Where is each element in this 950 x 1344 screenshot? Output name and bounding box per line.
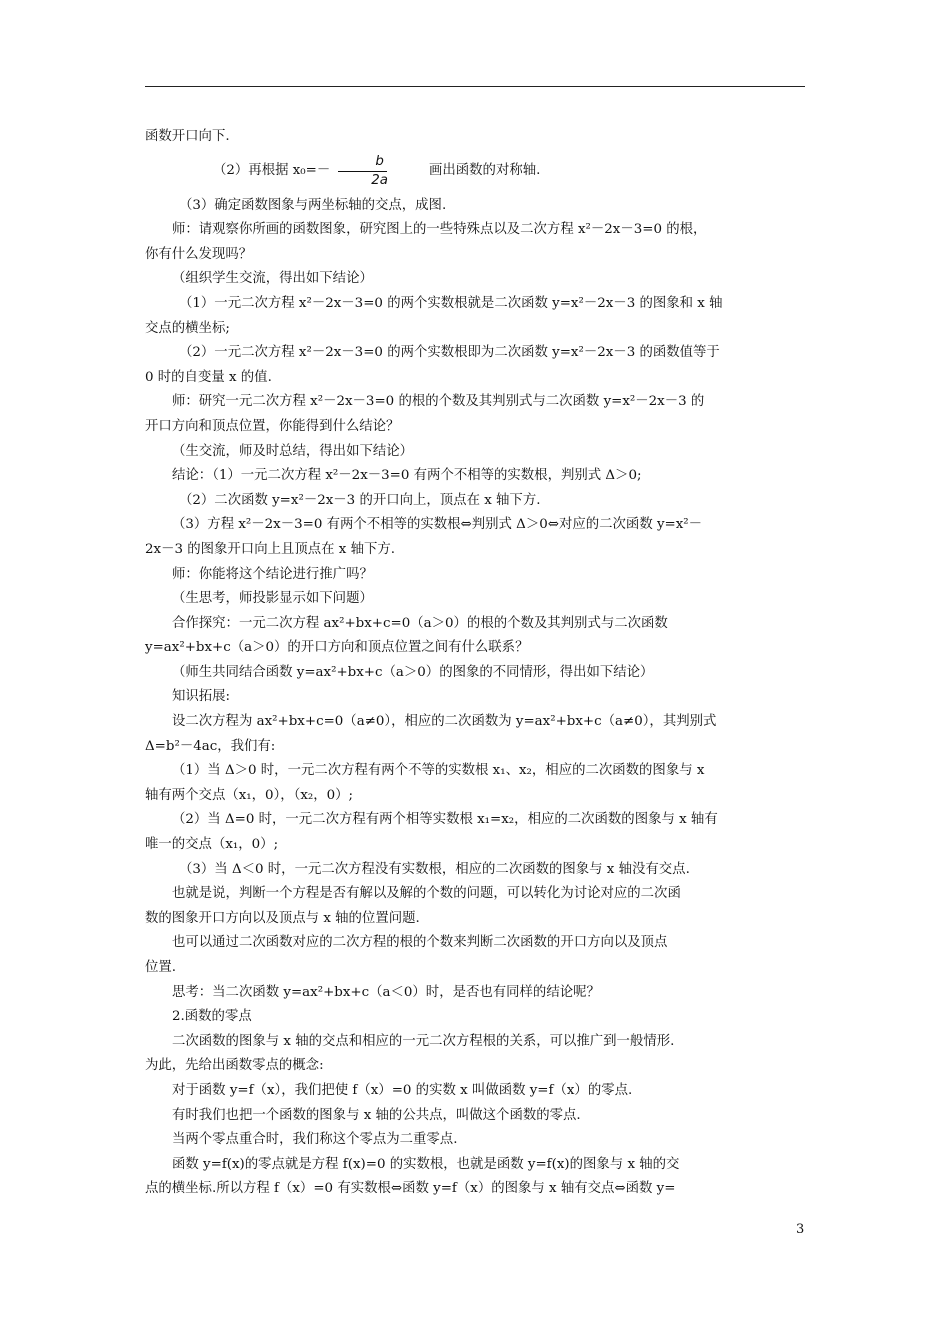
text-line: 结论：（1）一元二次方程 x²－2x－3=0 有两个不相等的实数根，判别式 Δ＞0;	[172, 468, 642, 484]
text-line: （3）方程 x²－2x－3=0 有两个不相等的实数根⇔判别式 Δ＞0⇔对应的二次函数 y=x²－	[172, 517, 703, 533]
text-line: 二次函数的图象与 x 轴的交点和相应的一元二次方程根的关系，可以推广到一般情形.	[172, 1033, 675, 1049]
text-line: （生交流，师及时总结，得出如下结论）	[172, 443, 414, 459]
text-line: 为此，先给出函数零点的概念:	[145, 1058, 324, 1074]
section-heading: 2.函数的零点	[172, 1009, 252, 1025]
text-line: 思考：当二次函数 y=ax²+bx+c（a＜0）时，是否也有同样的结论呢？	[172, 984, 600, 1000]
text-line: 函数开口向下.	[145, 129, 230, 144]
document-body	[145, 125, 807, 1202]
formula-suffix: 画出函数的对称轴.	[429, 163, 541, 179]
text-line: 也可以通过二次函数对应的二次方程的根的个数来判断二次函数的开口方向以及顶点	[172, 935, 668, 951]
text-line: （2）一元二次方程 x²－2x－3=0 的两个实数根即为二次函数 y=x²－2x－3 的函数值等于	[179, 345, 720, 361]
text-line: 知识拓展:	[172, 689, 231, 705]
text-line: （2）二次函数 y=x²－2x－3 的开口向上，顶点在 x 轴下方.	[179, 492, 541, 508]
text-line: Δ=b²－4ac，我们有:	[145, 738, 276, 754]
text-line: （生思考，师投影显示如下问题）	[172, 591, 373, 607]
text-line: 师：研究一元二次方程 x²－2x－3=0 的根的个数及其判别式与二次函数 y=x²－2x－3 的	[172, 394, 705, 410]
text-line: 函数 y=f(x)的零点就是方程 f(x)=0 的实数根，也就是函数 y=f(x)的图象与 x 轴的交	[172, 1156, 680, 1172]
text-line: 设二次方程为 ax²+bx+c=0（a≠0），相应的二次函数为 y=ax²+bx+c（a≠0），其判别式	[172, 714, 717, 730]
page-number: 3	[796, 1222, 805, 1237]
text-line: （2）当 Δ=0 时，一元二次方程有两个相等实数根 x₁=x₂，相应的二次函数的图象与 x 轴有	[172, 812, 718, 828]
header-rule	[145, 86, 805, 87]
text-line: 师：请观察你所画的函数图象，研究图上的一些特殊点以及二次方程 x²－2x－3=0 的根，	[172, 222, 707, 238]
text-line: 位置.	[145, 960, 177, 975]
text-line: （组织学生交流，得出如下结论）	[172, 271, 373, 287]
text-line: 也就是说，判断一个方程是否有解以及解的个数的问题，可以转化为讨论对应的二次函	[172, 886, 681, 902]
formula-prefix: （2）再根据 x₀=－	[213, 163, 331, 179]
text-line: 交点的横坐标;	[145, 320, 230, 336]
text-line: 2x－3 的图象开口向上且顶点在 x 轴下方.	[145, 541, 396, 557]
text-line: （3）确定函数图象与两坐标轴的交点，成图.	[179, 197, 447, 213]
text-line: 0 时的自变量 x 的值.	[145, 369, 272, 385]
formula-line	[145, 150, 807, 194]
text-line: 数的图象开口方向以及顶点与 x 轴的位置问题.	[145, 910, 420, 926]
text-line: 开口方向和顶点位置，你能得到什么结论？	[145, 418, 400, 434]
text-line: y=ax²+bx+c（a＞0）的开口方向和顶点位置之间有什么联系？	[145, 640, 529, 656]
fraction-numerator: b	[338, 153, 387, 172]
text-line: （3）当 Δ＜0 时，一元二次方程没有实数根，相应的二次函数的图象与 x 轴没有交点.	[179, 861, 690, 877]
text-line: 合作探究：一元二次方程 ax²+bx+c=0（a＞0）的根的个数及其判别式与二次函数	[172, 615, 668, 631]
fraction	[334, 153, 391, 190]
text-line: 唯一的交点（x₁，0）;	[145, 837, 279, 853]
text-line: 有时我们也把一个函数的图象与 x 轴的公共点，叫做这个函数的零点.	[172, 1107, 581, 1123]
text-line: 你有什么发现吗？	[145, 246, 253, 262]
text-line: 点的横坐标.所以方程 f（x）=0 有实数根⇔函数 y=f（x）的图象与 x 轴有交点⇔函数 y=	[145, 1181, 676, 1197]
text-line: （1）一元二次方程 x²－2x－3=0 的两个实数根就是二次函数 y=x²－2x－3 的图象和 x 轴	[179, 295, 723, 311]
text-line: 师：你能将这个结论进行推广吗？	[172, 566, 373, 582]
text-line: 对于函数 y=f（x），我们把使 f（x）=0 的实数 x 叫做函数 y=f（x）的零点.	[172, 1082, 633, 1098]
text-line: （1）当 Δ＞0 时，一元二次方程有两个不等的实数根 x₁、x₂，相应的二次函数的图象与 x	[172, 763, 705, 779]
text-line: （师生共同结合函数 y=ax²+bx+c（a＞0）的图象的不同情形，得出如下结论）	[172, 664, 654, 680]
fraction-denominator: 2a	[371, 173, 388, 189]
text-line: 轴有两个交点（x₁，0），（x₂，0）;	[145, 787, 354, 803]
text-line: 当两个零点重合时，我们称这个零点为二重零点.	[172, 1132, 458, 1148]
